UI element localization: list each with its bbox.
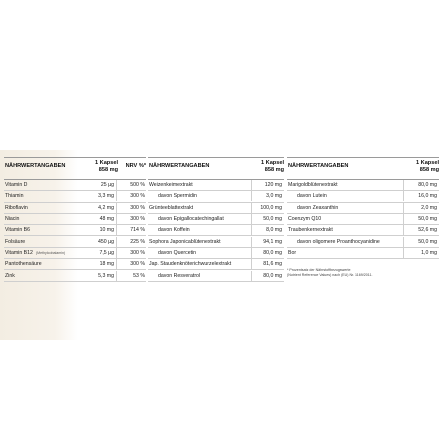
table-row <box>287 248 439 259</box>
table-header <box>148 158 284 180</box>
header-title: NÄHRWERTANGABEN <box>288 163 349 169</box>
nutrient-name-text: Vitamin D <box>5 182 28 189</box>
nutrient-name-text: Marigoldblütenextrakt <box>288 182 338 189</box>
nutrient-name <box>287 214 403 224</box>
nutrient-amount: 16,0 mg <box>403 191 439 201</box>
nutrient-name <box>4 248 78 258</box>
table-row <box>4 180 146 191</box>
nutrient-name-text: Pantothensäure <box>5 261 42 268</box>
nutrient-name-text: davon Quercetin <box>158 249 197 256</box>
nutrient-name-text: davon Lutein <box>297 193 327 200</box>
nutrient-name <box>4 203 78 213</box>
table-row <box>287 203 439 214</box>
nutrient-nrv: 300 % <box>116 248 146 258</box>
table-body <box>148 180 284 282</box>
nutrient-nrv: 300 % <box>116 214 146 224</box>
nutrient-name-text: Zink <box>5 272 15 279</box>
nutrient-name <box>4 214 78 224</box>
table-body <box>287 180 439 259</box>
nutrient-amount: 52,6 mg <box>403 225 439 235</box>
nutrient-amount: 80,0 mg <box>251 271 284 281</box>
footnote <box>287 268 437 278</box>
header-title: NÄHRWERTANGABEN <box>149 163 210 169</box>
table-row <box>287 214 439 225</box>
nutrition-table-vitamins <box>4 157 146 282</box>
nutrient-name <box>287 180 403 190</box>
table-row <box>4 225 146 236</box>
nutrient-nrv: 225 % <box>116 237 146 247</box>
footnote-line-1: * Prozentsatz der Nährstoffbezugswerte <box>287 268 351 272</box>
nutrient-name <box>287 203 403 213</box>
table-body <box>4 180 146 282</box>
nutrient-amount: 50,0 mg <box>403 214 439 224</box>
table-row <box>148 203 284 214</box>
nutrient-name-text: davon Epigallocatechingallat <box>158 216 224 223</box>
header-quantity: 1 Kapsel 858 mg <box>94 160 118 173</box>
nutrient-name-text: davon Spermidin <box>158 193 197 200</box>
nutrient-name-text: Traubenkernextrakt <box>288 227 333 234</box>
header-title: NÄHRWERTANGABEN <box>5 163 66 169</box>
nutrient-name <box>4 237 78 247</box>
table-row <box>4 259 146 270</box>
nutrient-name-text: davon Koffein <box>158 227 190 234</box>
nutrient-name <box>148 248 251 258</box>
table-row <box>4 270 146 281</box>
nutrient-amount: 3,3 mg <box>98 193 114 200</box>
nutrient-amount: 8,0 mg <box>251 225 284 235</box>
table-row <box>287 236 439 247</box>
nutrient-name <box>287 248 403 258</box>
nutrient-name <box>148 191 251 201</box>
table-row <box>4 191 146 202</box>
nutrient-amount: 450 µg <box>98 238 114 245</box>
nutrient-name <box>148 237 251 247</box>
nutrient-name-text: Bor <box>288 249 297 256</box>
nutrient-amount: 1,0 mg <box>403 248 439 258</box>
nutrient-name <box>4 180 78 190</box>
nutrient-amount: 2,0 mg <box>403 203 439 213</box>
nutrient-amount: 94,1 mg <box>251 237 284 247</box>
nutrient-name-text: davon Zeaxanthin <box>297 204 339 211</box>
nutrient-name-text: Jap. Staudenknöterichwurzelextrakt <box>149 261 232 268</box>
nutrient-name-text: Vitamin B12 <box>5 249 33 256</box>
nutrient-nrv: 300 % <box>116 203 146 213</box>
nutrient-amount: 3,0 mg <box>251 191 284 201</box>
nutrient-nrv: 714 % <box>116 225 146 235</box>
nutrient-name <box>148 180 251 190</box>
nutrient-name <box>4 259 78 269</box>
nutrient-name <box>148 214 251 224</box>
nutrient-amount: 81,6 mg <box>251 259 284 269</box>
nutrient-amount: 7,5 µg <box>99 249 114 256</box>
table-row <box>4 214 146 225</box>
header-quantity: 1 Kapsel 858 mg <box>260 160 284 173</box>
nutrient-amount: 50,0 mg <box>403 237 439 247</box>
table-row <box>287 180 439 191</box>
nutrient-name-text: Vitamin B6 <box>5 227 30 234</box>
table-row <box>287 225 439 236</box>
nutrient-name <box>287 225 403 235</box>
table-row <box>148 225 284 236</box>
nutrient-name <box>4 225 78 235</box>
nutrient-name-text: Grünteeblattextrakt <box>149 204 194 211</box>
nutrient-amount: 18 mg <box>99 261 114 268</box>
nutrient-name-text: davon oligomere Proanthocyanidine <box>297 238 380 245</box>
table-row <box>148 180 284 191</box>
table-row <box>4 236 146 247</box>
nutrition-table-extracts <box>148 157 284 282</box>
table-row <box>4 248 146 259</box>
nutrient-name-text: Niacin <box>5 216 20 223</box>
header-nrv: NRV %* <box>125 163 146 169</box>
nutrient-name-text: Weizenkeimextrakt <box>149 182 193 189</box>
nutrient-amount: 4,2 mg <box>98 204 114 211</box>
header-quantity: 1 Kapsel 858 mg <box>415 160 439 173</box>
nutrient-amount: 100,0 mg <box>251 203 284 213</box>
nutrient-name <box>148 203 251 213</box>
table-row <box>148 236 284 247</box>
nutrient-name-text: Riboflavin <box>5 204 28 211</box>
table-row <box>148 214 284 225</box>
nutrient-nrv: 500 % <box>116 180 146 190</box>
footnote-line-2: (Nutrient Reference Values) nach (EU) Nr. 1169/2011. <box>287 273 373 277</box>
nutrient-name <box>4 191 78 201</box>
nutrient-amount: 50,0 mg <box>251 214 284 224</box>
nutrient-name <box>148 259 251 269</box>
nutrient-name <box>287 191 403 201</box>
table-row <box>148 248 284 259</box>
nutrient-name-text: Folsäure <box>5 238 26 245</box>
nutrient-amount: 80,0 mg <box>251 248 284 258</box>
nutrient-amount: 80,0 mg <box>403 180 439 190</box>
nutrient-name-text: davon Resveratrol <box>158 272 201 279</box>
table-row <box>287 191 439 202</box>
nutrient-amount: 120 mg <box>251 180 284 190</box>
nutrient-amount: 25 µg <box>100 182 114 189</box>
table-row <box>148 270 284 281</box>
nutrient-name <box>148 225 251 235</box>
table-header <box>4 158 146 180</box>
table-row <box>4 203 146 214</box>
table-row <box>148 259 284 270</box>
nutrient-amount: 5,3 mg <box>98 272 114 279</box>
nutrient-amount: 10 mg <box>99 227 114 234</box>
nutrient-note: (Methylcobalamin) <box>35 250 66 255</box>
nutrient-nrv: 300 % <box>116 191 146 201</box>
nutrient-nrv: 300 % <box>116 259 146 269</box>
nutrient-name-text: Coenzym Q10 <box>288 216 322 223</box>
nutrient-name <box>148 271 251 281</box>
nutrient-nrv: 53 % <box>116 271 146 281</box>
table-header <box>287 158 439 180</box>
nutrient-amount: 48 mg <box>99 216 114 223</box>
table-row <box>148 191 284 202</box>
nutrient-name <box>4 271 78 281</box>
nutrient-name <box>287 237 403 247</box>
nutrient-name-text: Thiamin <box>5 193 24 200</box>
nutrition-table-plant-extracts <box>287 157 439 259</box>
nutrient-name-text: Sophora Japonicablütenextrakt <box>149 238 221 245</box>
